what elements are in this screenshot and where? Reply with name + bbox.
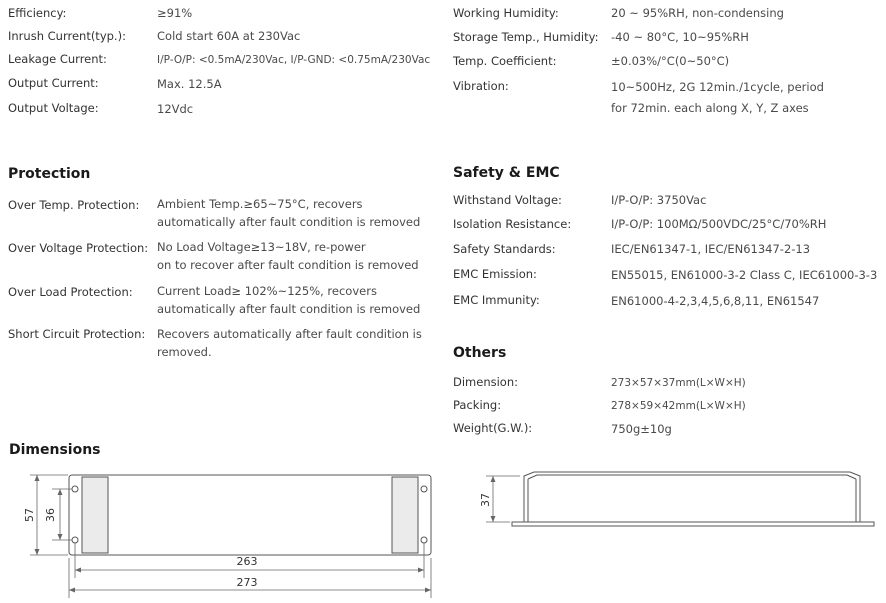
leakage-current-value: I/P-O/P: <0.5mA/230Vac, I/P-GND: <0.75mA/230Vac <box>157 54 431 66</box>
side-view-drawing <box>480 470 880 550</box>
dim-width-outer: 57 <box>23 508 36 522</box>
housing-outline <box>69 475 431 555</box>
over-temp-line2: automatically after fault condition is removed <box>157 215 421 229</box>
mount-hole-tr <box>421 486 427 492</box>
mount-hole-br <box>421 537 427 543</box>
output-current-label: Output Current: <box>8 76 99 90</box>
storage-temp-value: -40 ~ 80°C, 10~95%RH <box>611 30 749 44</box>
protection-title: Protection <box>8 166 91 182</box>
withstand-voltage-label: Withstand Voltage: <box>453 193 562 207</box>
emc-emission-label: EMC Emission: <box>453 267 537 281</box>
over-load-line2: automatically after fault condition is removed <box>157 302 421 316</box>
short-circuit-label: Short Circuit Protection: <box>8 327 146 341</box>
dimension-value: 273×57×37mm(L×W×H) <box>611 377 746 389</box>
output-current-value: Max. 12.5A <box>157 77 222 91</box>
isolation-resistance-value: I/P-O/P: 100MΩ/500VDC/25°C/70%RH <box>611 217 827 231</box>
emc-immunity-value: EN61000-4-2,3,4,5,6,8,11, EN61547 <box>611 294 820 308</box>
vibration-value-line2: for 72min. each along X, Y, Z axes <box>611 101 809 115</box>
vibration-value-line1: 10~500Hz, 2G 12min./1cycle, period <box>611 80 824 94</box>
dim-length-outer: 273 <box>236 576 258 589</box>
inrush-current-label: Inrush Current(typ.): <box>8 29 126 43</box>
safety-standards-label: Safety Standards: <box>453 242 556 256</box>
output-voltage-value: 12Vdc <box>157 102 194 116</box>
over-voltage-line2: on to recover after fault condition is removed <box>157 258 419 272</box>
short-circuit-line2: removed. <box>157 345 212 359</box>
storage-temp-label: Storage Temp., Humidity: <box>453 30 599 44</box>
over-load-label: Over Load Protection: <box>8 285 133 299</box>
dimensions-title: Dimensions <box>9 442 101 458</box>
over-temp-line1: Ambient Temp.≥65~75°C, recovers <box>157 197 363 211</box>
output-voltage-label: Output Voltage: <box>8 101 99 115</box>
dim-width-inner: 36 <box>44 508 57 522</box>
weight-value: 750g±10g <box>611 422 672 436</box>
withstand-voltage-value: I/P-O/P: 3750Vac <box>611 193 707 207</box>
side-base-plate <box>512 522 874 526</box>
temp-coefficient-label: Temp. Coefficient: <box>453 54 557 68</box>
weight-label: Weight(G.W.): <box>453 421 533 435</box>
dim-height: 37 <box>479 493 492 507</box>
efficiency-label: Efficiency: <box>8 6 67 20</box>
working-humidity-label: Working Humidity: <box>453 6 559 20</box>
safety-emc-title: Safety & EMC <box>453 165 560 181</box>
side-housing-outline <box>524 472 860 522</box>
leakage-current-label: Leakage Current: <box>8 52 107 66</box>
packing-value: 278×59×42mm(L×W×H) <box>611 400 746 412</box>
efficiency-value: ≥91% <box>157 6 193 20</box>
over-load-line1: Current Load≥ 102%~125%, recovers <box>157 284 377 298</box>
packing-label: Packing: <box>453 398 502 412</box>
temp-coefficient-value: ±0.03%/°C(0~50°C) <box>611 54 730 68</box>
emc-immunity-label: EMC Immunity: <box>453 293 540 307</box>
over-voltage-line1: No Load Voltage≥13~18V, re-power <box>157 240 366 254</box>
mount-hole-bl <box>72 537 78 543</box>
top-view-drawing <box>0 463 450 603</box>
dim-length-inner: 263 <box>236 555 258 568</box>
mount-hole-tl <box>72 486 78 492</box>
end-cap-right <box>392 477 418 553</box>
others-title: Others <box>453 345 507 361</box>
inrush-current-value: Cold start 60A at 230Vac <box>157 29 301 43</box>
end-cap-left <box>82 477 108 553</box>
emc-emission-value: EN55015, EN61000-3-2 Class C, IEC61000-3-3 <box>611 268 878 282</box>
over-voltage-label: Over Voltage Protection: <box>8 241 149 255</box>
isolation-resistance-label: Isolation Resistance: <box>453 217 572 231</box>
dimension-label: Dimension: <box>453 375 519 389</box>
vibration-label: Vibration: <box>453 79 509 93</box>
over-temp-label: Over Temp. Protection: <box>8 198 140 212</box>
safety-standards-value: IEC/EN61347-1, IEC/EN61347-2-13 <box>611 242 811 256</box>
short-circuit-line1: Recovers automatically after fault condition is <box>157 327 422 341</box>
working-humidity-value: 20 ~ 95%RH, non-condensing <box>611 6 784 20</box>
